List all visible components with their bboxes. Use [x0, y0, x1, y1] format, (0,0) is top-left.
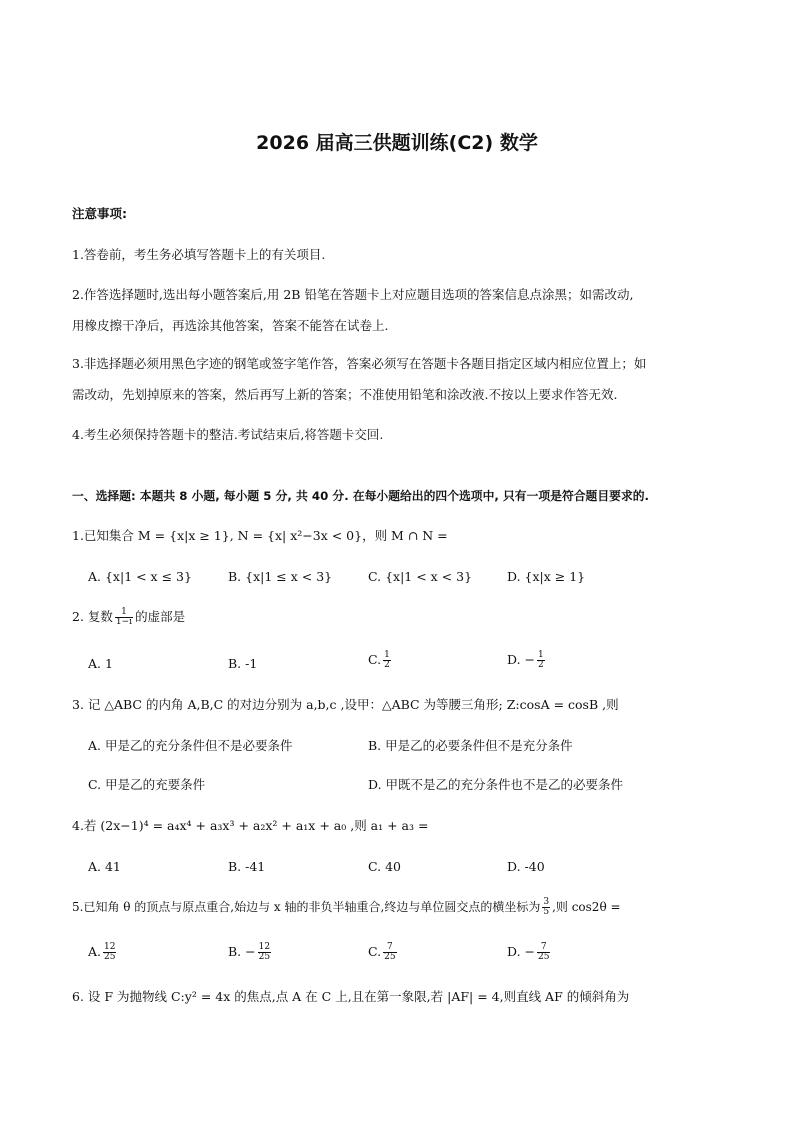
option-d-prefix: D. − — [507, 652, 535, 667]
question-2-stem-suffix: 的虚部是 — [135, 609, 186, 624]
option-fraction — [383, 943, 396, 962]
option-prefix: D. − — [507, 944, 535, 959]
fraction-numerator: 1 — [538, 650, 544, 660]
question-5-option-c — [368, 943, 399, 962]
fraction-denominator: 25 — [538, 952, 550, 962]
notice-item: 4.考生必须保持答题卡的整洁.考试结束后,将答题卡交回. — [72, 427, 384, 442]
fraction-denominator: 2 — [538, 660, 544, 670]
question-4-option-b: B. -41 — [228, 859, 266, 874]
question-5-option-a — [88, 943, 118, 962]
question-1-option-d: D. {x|x ≥ 1} — [507, 569, 586, 584]
question-5-option-d — [507, 943, 552, 962]
fraction-denominator: 25 — [104, 952, 116, 962]
option-c-prefix: C. — [368, 652, 382, 667]
notice-item: 2.作答选择题时,选出每小题答案后,用 2B 铅笔在答题卡上对应题目选项的答案信息点涂黑；如需改动, — [72, 287, 634, 302]
question-3-option-b: B. 甲是乙的必要条件但不是充分条件 — [368, 738, 573, 753]
section-heading: 一、选择题: 本题共 8 小题, 每小题 5 分, 共 40 分. 在每小题给出的四个选项中, 只有一项是符合题目要求的. — [72, 489, 650, 503]
notice-item: 1.答卷前，考生务必填写答题卡上的有关项目. — [72, 247, 326, 262]
fraction-numerator: 7 — [537, 943, 550, 953]
question-5-option-b — [228, 943, 273, 962]
question-4-option-c: C. 40 — [368, 859, 401, 874]
fraction-numerator: 12 — [258, 942, 271, 952]
question-2-stem-prefix: 2. 复数 — [72, 609, 113, 624]
question-1-option-a: A. {x|1 < x ≤ 3} — [88, 569, 192, 584]
fraction-numerator: 1 — [115, 608, 133, 618]
option-d-fraction — [537, 651, 545, 670]
notice-item: 用橡皮擦干净后，再选涂其他答案，答案不能答在试卷上. — [72, 318, 389, 333]
question-2-fraction — [115, 608, 133, 627]
fraction-numerator: 7 — [383, 943, 396, 953]
question-5-fraction — [542, 898, 550, 917]
question-2-option-c — [368, 651, 393, 670]
question-1-option-c: C. {x|1 < x < 3} — [368, 569, 473, 584]
question-4-stem: 4.若 (2x−1)⁴ = a₄x⁴ + a₃x³ + a₂x² + a₁x + a₀ ,则 a₁ + a₃ = — [72, 818, 429, 833]
fraction-denominator: 5 — [543, 907, 550, 917]
notice-item: 3.非选择题必须用黑色字迹的钢笔或签字笔作答，答案必须写在答题卡各题目指定区域内相应位置上；如 — [72, 356, 647, 371]
question-5-stem — [72, 898, 621, 917]
question-2-option-d — [507, 651, 547, 670]
question-3-option-a: A. 甲是乙的充分条件但不是必要条件 — [88, 738, 293, 753]
fraction-denominator: 2 — [384, 660, 390, 670]
question-2-stem — [72, 608, 185, 627]
fraction-denominator: 25 — [384, 952, 396, 962]
question-3-option-c: C. 甲是乙的充要条件 — [88, 777, 206, 792]
option-fraction — [537, 943, 550, 962]
question-6-stem: 6. 设 F 为抛物线 C:y² = 4x 的焦点,点 A 在 C 上,且在第一象限,若 |AF| = 4,则直线 AF 的倾斜角为 — [72, 989, 630, 1004]
question-5-stem-suffix: ,则 cos2θ = — [552, 900, 621, 914]
question-4-option-d: D. -40 — [507, 859, 545, 874]
question-2-option-b: B. -1 — [228, 656, 258, 671]
option-fraction — [258, 943, 271, 962]
page-title: 2026 届高三供题训练(C2) 数学 — [256, 132, 538, 154]
fraction-denominator: 25 — [258, 952, 271, 962]
question-3-stem: 3. 记 △ABC 的内角 A,B,C 的对边分别为 a,b,c ,设甲：△ABC 为等腰三角形; Z:cosA = cosB ,则 — [72, 697, 619, 712]
option-prefix: A. — [88, 944, 102, 959]
question-4-option-a: A. 41 — [88, 859, 121, 874]
question-1-stem: 1.已知集合 M = {x|x ≥ 1}, N = {x| x²−3x < 0}，则 M ∩ N = — [72, 528, 448, 543]
question-5-stem-prefix: 5.已知角 θ 的顶点与原点重合,始边与 x 轴的非负半轴重合,终边与单位圆交点的横坐标为 — [72, 900, 541, 914]
question-1-option-b: B. {x|1 ≤ x < 3} — [228, 569, 333, 584]
option-prefix: C. — [368, 944, 382, 959]
fraction-numerator: 12 — [104, 942, 116, 952]
notice-item: 需改动，先划掉原来的答案，然后再写上新的答案；不准使用铅笔和涂改液.不按以上要求作答无效. — [72, 387, 618, 402]
question-2-option-a: A. 1 — [88, 656, 113, 671]
option-prefix: B. − — [228, 944, 256, 959]
fraction-numerator: 1 — [384, 650, 390, 660]
question-3-option-d: D. 甲既不是乙的充分条件也不是乙的必要条件 — [368, 777, 624, 792]
option-fraction — [103, 943, 116, 962]
fraction-denominator: 1−i — [115, 617, 133, 627]
notice-heading: 注意事项: — [72, 206, 127, 221]
fraction-numerator: 3 — [543, 897, 550, 907]
option-c-fraction — [383, 651, 391, 670]
